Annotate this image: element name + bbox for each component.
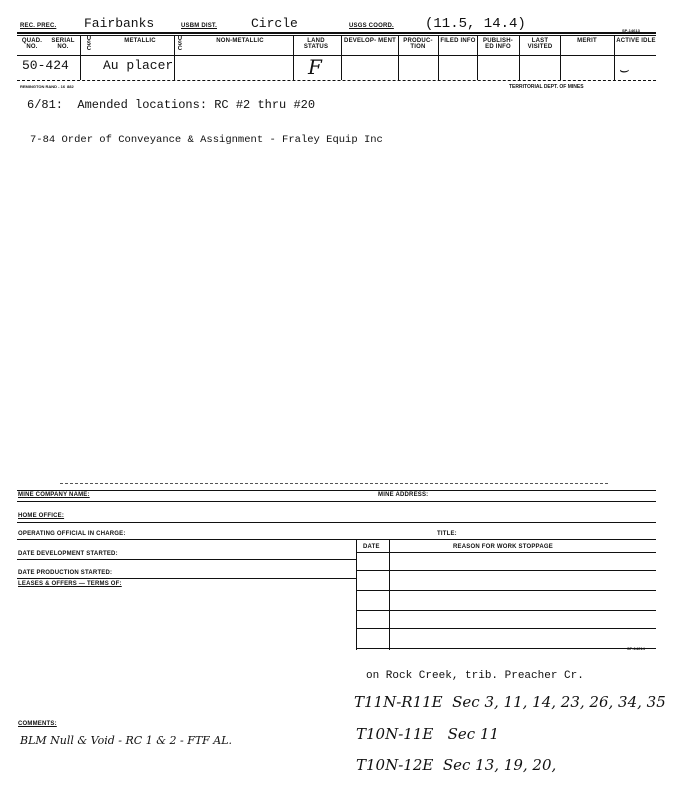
township-t10n-12e: T10N-12E Sec 13, 19, 20, [356,756,557,774]
rule [356,570,656,571]
rule [17,501,656,502]
usgs-coord-label: USGS COORD. [349,23,394,29]
header-rule-top [17,32,656,34]
quad-serial-value: 50-424 [22,58,69,73]
col-divider [398,36,399,80]
col-land-status: LAND STATUS [303,38,329,50]
title-label: TITLE: [437,531,457,537]
col-non-metallic: NON-METALLIC [216,38,264,44]
rule [356,648,656,649]
col-metallic: METALLIC [124,38,156,44]
col-production: PRODUC- TION [403,38,433,50]
comments-handwritten: BLM Null & Void - RC 1 & 2 - FTF AL. [20,734,233,747]
stoppage-left-edge [356,540,357,650]
township-t11n: T11N-R11E Sec 3, 11, 14, 23, 26, 34, 35 [354,693,666,711]
form-number-top: SP-14613 [622,28,640,33]
col-divider [174,36,175,80]
col-active-idle: ACTIVE IDLE [616,38,656,44]
home-office-label: HOME OFFICE: [18,513,65,519]
col-divider [293,36,294,80]
form-number-bottom: SP-14614 [627,646,645,651]
operating-official-label: OPERATING OFFICIAL IN CHARGE: [18,531,126,537]
comments-label: COMMENTS: [18,721,57,727]
col-divider [614,36,615,80]
note-amended-locations: 6/81: Amended locations: RC #2 thru #20 [27,98,316,112]
lower-card-top-rule [17,490,656,491]
metallic-value: Au placer [103,58,174,73]
rule [17,578,356,579]
col-merit: MERIT [577,38,597,44]
note-order-of-conveyance: 7-84 Order of Conveyance & Assignment - Fraley Equip Inc [30,134,383,146]
lower-card-top-dashed [60,483,608,484]
active-idle-mark: ⌣ [618,60,629,79]
rule [356,628,656,629]
col-usc-nonmetallic: U S C [177,36,183,52]
rec-prec-label: REC. PREC. [20,23,57,29]
rule [17,559,356,560]
date-column-header: DATE [363,544,380,550]
date-development-label: DATE DEVELOPMENT STARTED: [18,551,118,557]
printer-number: 882 [67,84,74,89]
col-divider [80,36,81,80]
col-last-visited: LAST VISITED [527,38,553,50]
col-divider [438,36,439,80]
col-filed-info: FILED INFO [440,38,476,44]
location-note: on Rock Creek, trib. Preacher Cr. [366,670,584,682]
land-status-mark: F [308,55,322,79]
col-usc-metallic: U S C [86,36,92,52]
col-divider [341,36,342,80]
rule [17,522,656,523]
stoppage-date-divider [389,540,390,650]
col-development: DEVELOP- MENT [344,38,396,44]
leases-label: LEASES & OFFERS — TERMS OF: [18,581,122,587]
township-t10n-11e: T10N-11E Sec 11 [356,725,500,743]
rec-prec-value: Fairbanks [84,16,155,31]
date-production-label: DATE PRODUCTION STARTED: [18,570,113,576]
mine-address-label: MINE ADDRESS: [378,492,429,498]
rule [356,590,656,591]
territorial-dept: TERRITORIAL DEPT. OF MINES [509,84,584,90]
col-serial-no: SERIAL NO. [51,38,75,50]
usbm-dist-label: USBM DIST. [181,23,218,29]
usgs-coord-value: (11.5, 14.4) [425,16,526,32]
col-divider [477,36,478,80]
col-divider [560,36,561,80]
col-published-info: PUBLISH- ED INFO [483,38,513,50]
reason-column-header: REASON FOR WORK STOPPAGE [453,544,553,550]
usbm-dist-value: Circle [251,16,298,31]
rule [17,539,656,540]
printer-label: REMINGTON RAND - 16 [20,84,66,89]
rule [356,610,656,611]
rule [356,552,656,553]
mine-company-label: MINE COMPANY NAME: [18,492,90,498]
col-quad-no: QUAD. NO. [21,38,43,50]
col-divider [519,36,520,80]
row-rule [17,80,656,81]
